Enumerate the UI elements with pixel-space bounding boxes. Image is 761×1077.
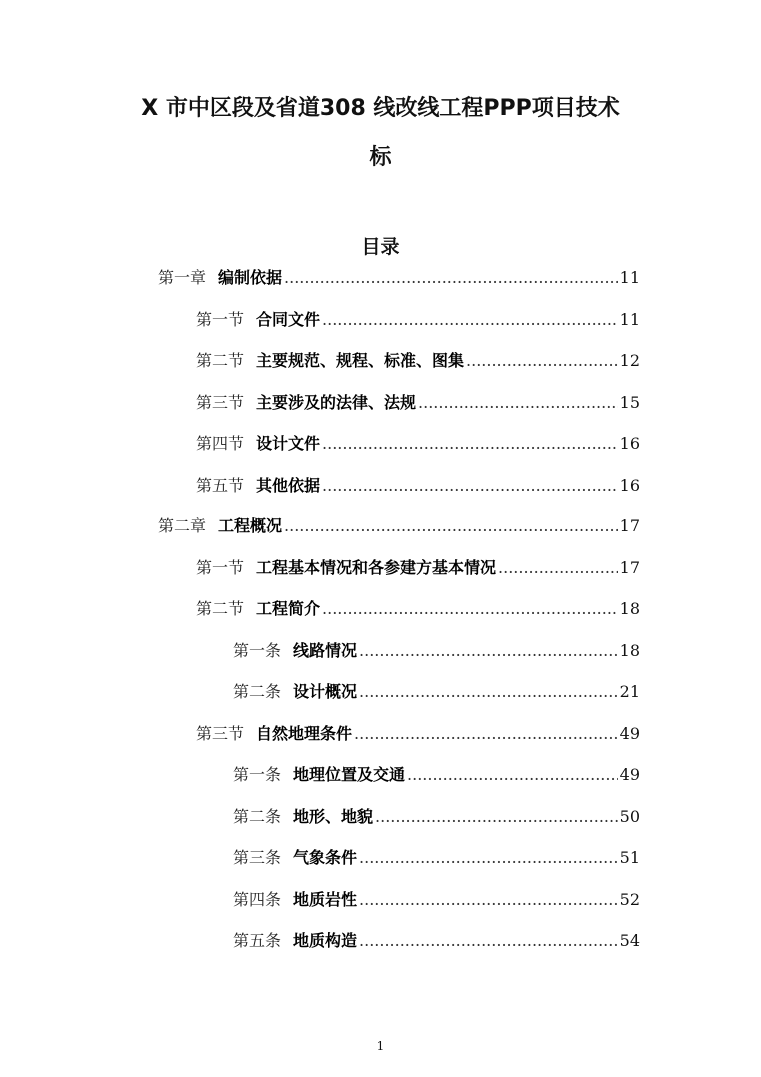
toc-leader-dots: [359, 639, 618, 663]
toc-entry[interactable]: [233, 805, 640, 829]
toc-entry[interactable]: [233, 763, 640, 787]
toc-entry-page: 16: [619, 434, 640, 453]
toc-entry-title: 自然地理条件: [256, 724, 353, 743]
toc-entry-number: 第一节: [196, 310, 245, 329]
toc-entry-title: 主要涉及的法律、法规: [256, 393, 417, 412]
toc-entry-number: 第五节: [196, 476, 245, 495]
toc-entry-page: 17: [619, 558, 640, 577]
toc-leader-dots: [466, 349, 618, 373]
toc-entry-title: 编制依据: [218, 268, 283, 287]
toc-leader-dots: [284, 514, 618, 538]
toc-entry-number: 第一节: [196, 558, 245, 577]
document-title-line1: X 市中区段及省道308 线改线工程PPP项目技术: [141, 96, 620, 121]
toc-entry-title: 工程简介: [256, 599, 321, 618]
toc-entry-number: 第三节: [196, 724, 245, 743]
toc-entry-page: 54: [619, 931, 640, 950]
document-title-line2: 标: [369, 145, 392, 170]
toc-entry[interactable]: [233, 639, 640, 663]
toc-entry-page: 16: [619, 476, 640, 495]
toc-entry-number: 第二条: [233, 807, 282, 826]
toc-leader-dots: [359, 846, 618, 870]
toc-entry[interactable]: [196, 349, 640, 373]
toc-entry-title: 其他依据: [256, 476, 321, 495]
toc-entry-title: 设计文件: [256, 434, 321, 453]
toc-entry[interactable]: [233, 846, 640, 870]
toc-entry-page: 51: [619, 848, 640, 867]
toc-entry-page: 49: [619, 765, 640, 784]
toc-entry[interactable]: [196, 308, 640, 332]
toc-entry[interactable]: [196, 474, 640, 498]
toc-entry-number: 第二章: [158, 516, 207, 535]
toc-entry[interactable]: [196, 556, 640, 580]
toc-entry-title: 地理位置及交通: [293, 765, 406, 784]
toc-entry-number: 第五条: [233, 931, 282, 950]
toc-leader-dots: [418, 391, 618, 415]
toc-entry-number: 第三节: [196, 393, 245, 412]
toc-entry-number: 第四条: [233, 890, 282, 909]
toc-leader-dots: [322, 597, 618, 621]
toc-entry-page: 18: [619, 599, 640, 618]
toc-leader-dots: [322, 474, 618, 498]
toc-leader-dots: [375, 805, 618, 829]
toc-entry-number: 第一条: [233, 641, 282, 660]
toc-entry-title: 地质岩性: [293, 890, 358, 909]
toc-entry[interactable]: [196, 722, 640, 746]
toc-entry[interactable]: [233, 680, 640, 704]
toc-entry-number: 第二节: [196, 351, 245, 370]
toc-entry[interactable]: [233, 888, 640, 912]
toc-leader-dots: [498, 556, 618, 580]
toc-entry-page: 49: [619, 724, 640, 743]
toc-entry-title: 工程概况: [218, 516, 283, 535]
toc-heading: 目录: [361, 236, 400, 258]
toc-entry-page: 50: [619, 807, 640, 826]
toc-entry-page: 17: [619, 516, 640, 535]
toc-entry-page: 11: [619, 310, 640, 329]
toc-entry-title: 工程基本情况和各参建方基本情况: [256, 558, 497, 577]
toc-entry[interactable]: [233, 929, 640, 953]
toc-entry[interactable]: [158, 266, 640, 290]
toc-entry-page: 12: [619, 351, 640, 370]
page-number: 1: [376, 1039, 385, 1053]
toc-leader-dots: [284, 266, 618, 290]
toc-entry-title: 线路情况: [293, 641, 358, 660]
toc-entry-number: 第一章: [158, 268, 207, 287]
toc-leader-dots: [359, 929, 618, 953]
toc-entry[interactable]: [196, 597, 640, 621]
toc-leader-dots: [359, 680, 618, 704]
toc-entry-number: 第二节: [196, 599, 245, 618]
toc-entry-page: 15: [619, 393, 640, 412]
toc-entry-title: 气象条件: [293, 848, 358, 867]
toc-leader-dots: [322, 432, 618, 456]
toc-entry-number: 第三条: [233, 848, 282, 867]
toc-entry[interactable]: [196, 391, 640, 415]
toc-entry-number: 第四节: [196, 434, 245, 453]
toc-entry-page: 21: [619, 682, 640, 701]
toc-leader-dots: [407, 763, 618, 787]
toc-entry[interactable]: [158, 514, 640, 538]
toc-leader-dots: [359, 888, 618, 912]
toc-leader-dots: [354, 722, 618, 746]
toc-entry-title: 主要规范、规程、标准、图集: [256, 351, 465, 370]
toc-entry-title: 地质构造: [293, 931, 358, 950]
toc-entry-number: 第一条: [233, 765, 282, 784]
toc-entry-number: 第二条: [233, 682, 282, 701]
toc-entry-title: 设计概况: [293, 682, 358, 701]
toc-entry-page: 11: [619, 268, 640, 287]
toc-entry-title: 地形、地貌: [293, 807, 374, 826]
toc-entry[interactable]: [196, 432, 640, 456]
toc-entry-page: 18: [619, 641, 640, 660]
toc-entry-title: 合同文件: [256, 310, 321, 329]
toc-leader-dots: [322, 308, 618, 332]
toc-entry-page: 52: [619, 890, 640, 909]
